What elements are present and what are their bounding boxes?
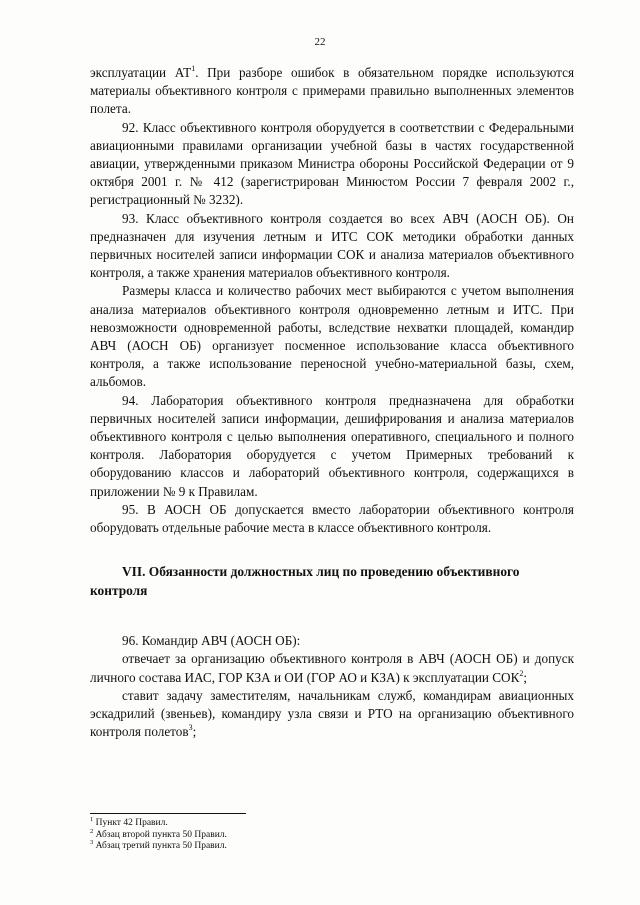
text-run: VII. Обязанности должностных лиц по проведению объективного контроля bbox=[90, 564, 520, 598]
text-run: ; bbox=[192, 724, 197, 740]
document-body bbox=[90, 64, 574, 742]
text-run: 94. Лаборатория объективного контроля предназначена для обработки первичных носителей записи информации, дешифрирования и анализа материалов объективного контроля с целью выполнения оперативного, специального и полного контроля. Лаборатория оборудуется с учетом Примерных требований к оборудованию классов и лабораторий объективного контроля, содержащихся в приложении № 9 к Правилам. bbox=[90, 392, 574, 499]
body-paragraph bbox=[90, 210, 574, 283]
footnote-separator bbox=[90, 813, 246, 814]
body-paragraph bbox=[90, 687, 574, 742]
footnote-number: 3 bbox=[90, 839, 94, 846]
body-paragraph bbox=[90, 632, 574, 650]
footnotes bbox=[90, 818, 570, 853]
section-heading bbox=[90, 563, 574, 600]
body-paragraph bbox=[90, 282, 574, 391]
body-paragraph bbox=[90, 64, 574, 119]
text-run: ставит задачу заместителям, начальникам служб, командирам авиационных эскадрилий (звеньев), командиру узла связи и РТО на организацию объективного контроля полетов bbox=[90, 687, 574, 740]
text-run: отвечает за организацию объективного контроля в АВЧ (АОСН ОБ) и допуск личного состава ИАС, ГОР КЗА и ОИ (ГОР АО и КЗА) к эксплуатации СОК bbox=[90, 651, 574, 685]
footnote bbox=[90, 841, 570, 853]
body-paragraph bbox=[90, 392, 574, 501]
text-run: 95. В АОСН ОБ допускается вместо лаборатории объективного контроля оборудовать отдельные рабочие места в классе объективного контроля. bbox=[90, 501, 574, 536]
text-run: . При разборе ошибок в обязательном порядке используются материалы объективного контроля с примерами правильно выполненных элементов полета. bbox=[90, 65, 575, 117]
body-paragraph bbox=[90, 119, 574, 210]
body-paragraph bbox=[90, 501, 574, 537]
footnote-number: 2 bbox=[90, 827, 94, 835]
text-run: эксплуатации АТ bbox=[90, 65, 192, 80]
footnote bbox=[90, 818, 570, 830]
text-run: 93. Класс объективного контроля создается во всех АВЧ (АОСН ОБ). Он предназначен для изучения летным и ИТС СОК методики обработки данных первичных носителей записи информации СОК и анализа материалов объективного контроля, а также хранения материалов объективного контроля. bbox=[90, 210, 574, 281]
body-paragraph bbox=[90, 650, 574, 686]
footnote-text: Абзац третий пункта 50 Правил. bbox=[95, 841, 227, 851]
text-run: 96. Командир АВЧ (АОСН ОБ): bbox=[122, 633, 301, 649]
footnote-text: Абзац второй пункта 50 Правил. bbox=[95, 829, 227, 840]
footnote-mark: 1 bbox=[191, 64, 196, 73]
footnote bbox=[90, 827, 570, 842]
text-run: 92. Класс объективного контроля оборудуется в соответствии с Федеральными авиационными правилами организации учебной базы в частях государственной авиации, утвержденными приказом Министра обороны Российской Федерации от 9 октября 2001 г. № 412 (зарегистрирован Минюстом России 7 февраля 2002 г., регистрационный № 3232). bbox=[90, 119, 574, 208]
page-number: 22 bbox=[314, 36, 326, 48]
footnote-mark: 2 bbox=[519, 668, 524, 678]
footnote-text: Пункт 42 Правил. bbox=[95, 818, 168, 828]
footnote-mark: 3 bbox=[188, 723, 193, 733]
text-run: Размеры класса и количество рабочих мест выбираются с учетом выполнения анализа материалов объективного контроля одновременно летным и ИТС. При невозможности одновременной работы, вследствие нехватки площадей, командир АВЧ (АОСН ОБ) организует посменное использование класса объективного контроля, а также использование переносной учебно-материальной базы, схем, альбомов. bbox=[90, 283, 574, 390]
footnote-number: 1 bbox=[90, 816, 94, 823]
text-run: ; bbox=[523, 669, 528, 685]
